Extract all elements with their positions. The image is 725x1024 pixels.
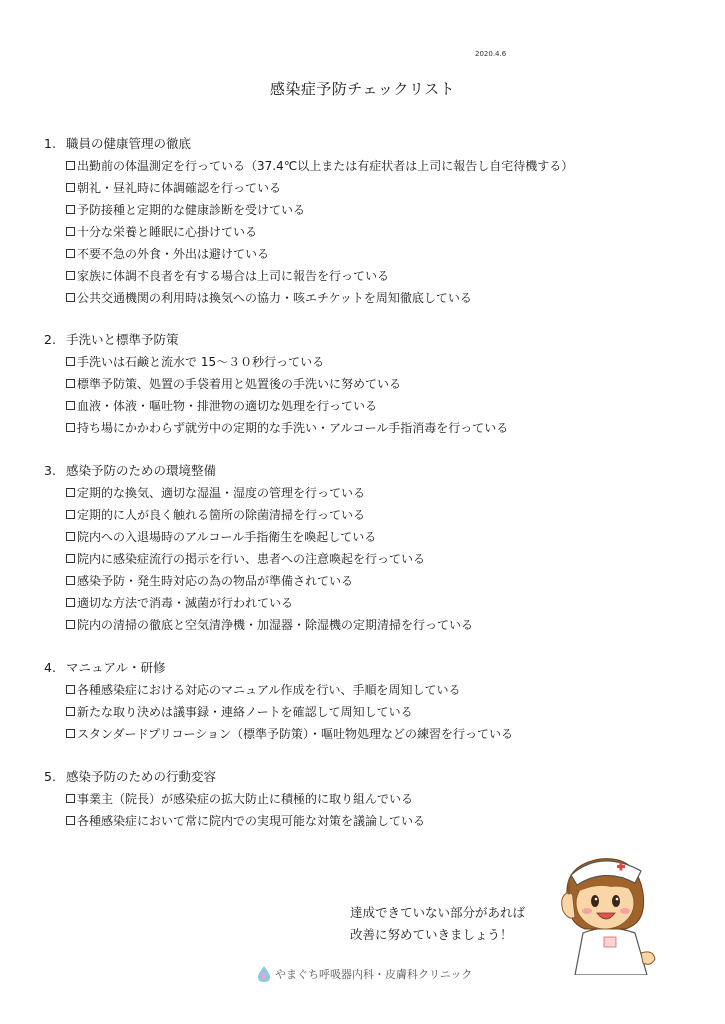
checklist-item[interactable] [66,787,425,809]
section-heading [44,765,425,787]
water-drop-icon [258,966,270,982]
section-heading [44,328,508,350]
section-heading [44,459,473,481]
checkbox[interactable] [66,532,75,541]
checklist-item-text: 手洗いは石鹸と流水で 15～３０秒行っている [77,354,325,369]
checkbox[interactable] [66,357,75,366]
checklist-item-text: 血液・体液・嘔吐物・排泄物の適切な処理を行っている [77,398,378,413]
checkbox[interactable] [66,401,75,410]
clinic-name: やまぐち呼吸器内科・皮膚科クリニック [275,968,473,981]
section-heading [44,656,513,678]
clinic-footer [258,966,472,982]
encouragement-message [350,902,525,946]
checklist-item[interactable] [66,350,508,372]
checklist-item[interactable] [66,264,573,286]
checkbox[interactable] [66,707,75,716]
checklist-item-text: 定期的に人が良く触れる箇所の除菌清掃を行っている [77,507,366,522]
section-4 [44,656,513,744]
checklist-item[interactable] [66,198,573,220]
checklist-item-text: スタンダードプリコーション（標準予防策）・嘔吐物処理などの練習を行っている [77,726,513,741]
checkbox[interactable] [66,205,75,214]
checkbox[interactable] [66,249,75,258]
section-3 [44,459,473,635]
section-title: 感染予防のための環境整備 [66,463,217,478]
checkbox[interactable] [66,620,75,629]
checklist-item-text: 各種感染症において常に院内での実現可能な対策を議論している [77,813,426,828]
checkbox[interactable] [66,379,75,388]
page-title: 感染症予防チェックリスト [269,80,456,98]
checklist-item-text: 標準予防策、処置の手袋着用と処置後の手洗いに努めている [77,376,402,391]
checklist-item[interactable] [66,372,508,394]
checklist-item[interactable] [66,525,473,547]
section-number: 5. [44,768,56,784]
checkbox[interactable] [66,227,75,236]
checklist-item[interactable] [66,569,473,591]
checklist-item[interactable] [66,503,473,525]
checklist-item[interactable] [66,547,473,569]
checklist-item-text: 持ち場にかかわらず就労中の定期的な手洗い・アルコール手指消毒を行っている [77,420,509,435]
checklist-item[interactable] [66,416,508,438]
checkbox[interactable] [66,685,75,694]
message-line: 達成できていない部分があれば [350,905,526,920]
checklist-item[interactable] [66,154,573,176]
checkbox[interactable] [66,161,75,170]
checklist-item-text: 朝礼・昼礼時に体調確認を行っている [77,180,282,195]
checklist-item-text: 不要不急の外食・外出は避けている [77,246,270,261]
checklist-item[interactable] [66,242,573,264]
document-date: 2020.4.6 [475,50,507,58]
checkbox[interactable] [66,794,75,803]
checkbox[interactable] [66,510,75,519]
section-title: 職員の健康管理の徹底 [66,136,192,151]
checklist-item[interactable] [66,700,513,722]
section-heading [44,132,573,154]
nurse-icon [555,845,660,975]
checklist-item-text: 感染予防・発生時対応の為の物品が準備されている [77,573,354,588]
checklist-item-text: 公共交通機関の利用時は換気への協力・咳エチケットを周知徹底している [77,290,472,305]
checklist-item[interactable] [66,394,508,416]
checklist-item[interactable] [66,809,425,831]
section-1 [44,132,573,308]
section-2 [44,328,508,438]
message-line: 改善に努めていきましょう！ [350,927,513,942]
checklist-item-text: 適切な方法で消毒・滅菌が行われている [77,595,294,610]
checkbox[interactable] [66,488,75,497]
checklist-item[interactable] [66,176,573,198]
section-title: 手洗いと標準予防策 [66,332,179,347]
checkbox[interactable] [66,576,75,585]
checklist-item[interactable] [66,678,513,700]
checklist-item-text: 事業主（院長）が感染症の拡大防止に積極的に取り組んでいる [77,791,414,806]
checklist-item[interactable] [66,286,573,308]
checklist-item[interactable] [66,220,573,242]
checkbox[interactable] [66,816,75,825]
checklist-item[interactable] [66,481,473,503]
checklist-item-text: 予防接種と定期的な健康診断を受けている [77,202,306,217]
section-number: 3. [44,462,56,478]
checkbox[interactable] [66,293,75,302]
checkbox[interactable] [66,271,75,280]
checklist-item[interactable] [66,591,473,613]
checklist-item-text: 十分な栄養と睡眠に心掛けている [77,224,258,239]
checklist-item-text: 定期的な換気、適切な湿温・湿度の管理を行っている [77,485,366,500]
checkbox[interactable] [66,554,75,563]
section-title: マニュアル・研修 [66,660,166,675]
section-title: 感染予防のための行動変容 [66,769,217,784]
checkbox[interactable] [66,729,75,738]
checklist-item-text: 各種感染症における対応のマニュアル作成を行い、手順を周知している [77,682,461,697]
checklist-item-text: 出勤前の体温測定を行っている（37.4℃以上または有症状者は上司に報告し自宅待機する） [77,158,574,173]
checklist-item[interactable] [66,722,513,744]
checkbox[interactable] [66,598,75,607]
section-number: 4. [44,659,56,675]
checklist-item-text: 院内に感染症流行の掲示を行い、患者への注意喚起を行っている [77,551,426,566]
checklist-item[interactable] [66,613,473,635]
checklist-item-text: 院内の清掃の徹底と空気清浄機・加湿器・除湿機の定期清掃を行っている [77,617,474,632]
checkbox[interactable] [66,423,75,432]
section-number: 2. [44,331,56,347]
checklist-item-text: 家族に体調不良者を有する場合は上司に報告を行っている [77,268,390,283]
section-5 [44,765,425,831]
checklist-item-text: 新たな取り決めは議事録・連絡ノートを確認して周知している [77,704,413,719]
checkbox[interactable] [66,183,75,192]
checklist-item-text: 院内への入退場時のアルコール手指衛生を喚起している [77,529,377,544]
section-number: 1. [44,135,56,151]
